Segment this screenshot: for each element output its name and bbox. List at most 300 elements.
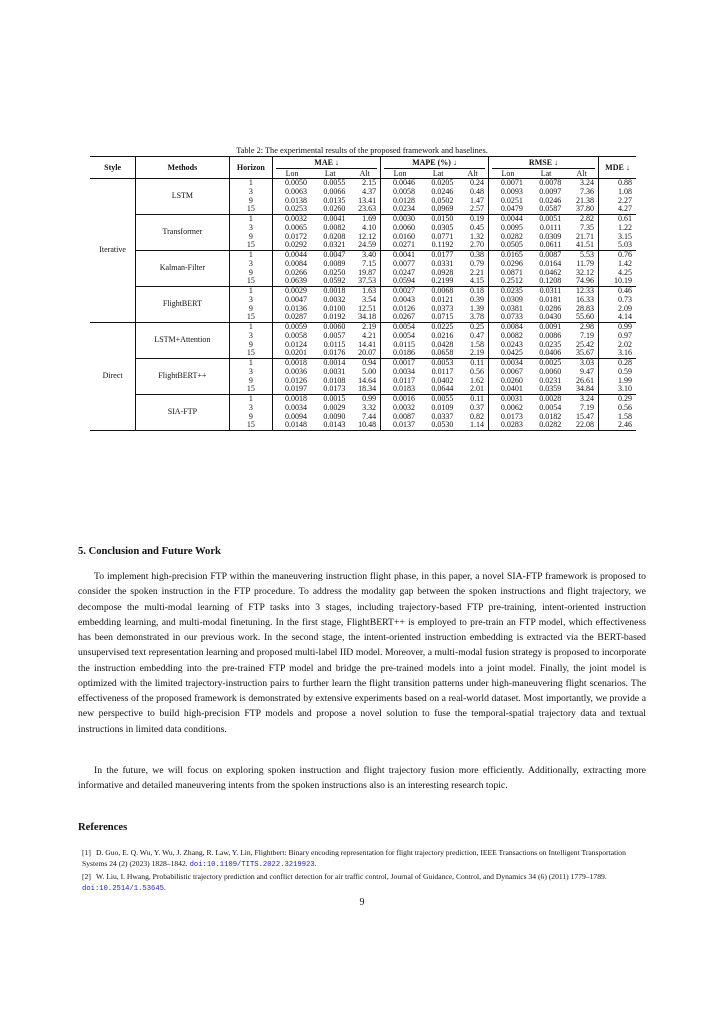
value-cell: 0.0402 [431,375,454,385]
value-cell: 0.0177 [419,251,457,260]
value-cell: 3.78 [469,312,484,322]
value-cell: 0.0014 [311,359,349,368]
value-cell: 0.99 [599,323,637,332]
col-mape-label: MAPE (%) ↓ [384,157,485,169]
value-cell: 0.0173 [323,384,346,394]
sub-lat: Lat [419,169,457,179]
sub-lat: Lat [311,169,349,179]
value-cell: 0.0018 [311,287,349,296]
value-cell: 0.0771 [431,231,454,241]
value-cell: 0.0208 [323,231,346,241]
value-cell: 0.0260 [488,377,526,386]
value-cell: 7.15 [362,258,377,268]
value-cell: 0.0428 [431,339,454,349]
value-cell: 1.58 [469,339,484,349]
sub-lon: Lon [488,169,526,179]
value-cell: 0.0243 [488,341,526,350]
value-cell: 3.03 [565,359,598,368]
value-cell: 0.0047 [311,251,349,260]
value-cell: 1.08 [599,188,637,197]
value-cell: 3.16 [599,349,637,358]
value-cell: 0.0029 [323,402,346,412]
value-cell: 3.40 [349,251,380,260]
value-cell: 3.24 [565,395,598,404]
value-cell: 4.15 [469,276,484,286]
value-cell: 1.69 [349,215,380,224]
value-cell: 0.0115 [381,341,419,350]
horizon-cell: 9 [229,197,273,206]
sub-alt: Alt [349,169,380,179]
value-cell: 2.01 [469,384,484,394]
value-cell: 0.0260 [323,204,346,214]
value-cell: 0.0057 [323,330,346,340]
value-cell: 0.0247 [381,269,419,278]
value-cell: 0.0028 [527,395,565,404]
value-cell: 2.09 [599,305,637,314]
reference-number: [2] [82,872,91,881]
value-cell: 4.10 [362,222,377,232]
horizon-cell: 3 [229,224,273,233]
horizon-cell: 9 [229,341,273,350]
method-cell: FlightBERT++ [136,359,229,395]
value-cell: 0.0047 [273,296,311,305]
horizon-cell: 15 [229,313,273,322]
horizon-cell: 3 [229,260,273,269]
value-cell: 0.59 [599,368,637,377]
method-cell: Transformer [136,215,229,251]
value-cell: 3.32 [362,402,377,412]
value-cell: 3.10 [599,385,637,394]
value-cell: 2.98 [565,323,598,332]
value-cell: 0.0282 [488,233,526,242]
value-cell: 0.0231 [539,375,562,385]
horizon-cell: 15 [229,277,273,286]
value-cell: 0.0117 [381,377,419,386]
value-cell: 24.59 [358,240,377,250]
horizon-cell: 9 [229,413,273,422]
value-cell: 0.0034 [488,359,526,368]
value-cell: 0.0017 [381,359,419,368]
value-cell: 0.0030 [381,215,419,224]
value-cell: 1.14 [457,421,488,430]
value-cell: 0.0181 [539,294,562,304]
value-cell: 28.83 [576,303,594,313]
value-cell: 0.0111 [539,222,562,232]
value-cell: 0.0505 [488,241,526,250]
value-cell: 0.0136 [273,305,311,314]
horizon-cell: 1 [229,359,273,368]
value-cell: 0.0183 [381,385,419,394]
value-cell: 0.0065 [273,224,311,233]
value-cell: 3.54 [362,294,377,304]
value-cell: 0.0067 [488,368,526,377]
value-cell: 2.27 [599,197,637,206]
value-cell: 0.19 [457,215,488,224]
value-cell: 0.0286 [539,303,562,313]
value-cell: 2.57 [469,204,484,214]
value-cell: 34.84 [576,384,594,394]
value-cell: 0.79 [469,258,484,268]
value-cell: 0.0287 [273,313,311,322]
horizon-cell: 3 [229,404,273,413]
value-cell: 0.0128 [381,197,419,206]
value-cell: 11.79 [576,258,594,268]
section-title: 5. Conclusion and Future Work [78,546,221,557]
value-cell: 0.0205 [431,178,454,187]
value-cell: 0.0246 [539,195,562,205]
conclusion-paragraph: To implement high-precision FTP within the maneuvering instruction flight phase, in this paper, a novel SIA-FTP framework is proposed to consider the spoken instruction in the FTP procedure. To address the modality gap between the spoken instructions and flight trajectory, we decompose the multi-modal learning of FTP tasks into 3 stages, including trajectory-based FTP pre-training, intent-oriented instruction embedding learning, and multi-modal finetuning. In the first stage, FlightBERT++ is employed to pre-train an FTP model, which effectiveness has been demonstrated in our previous work. In the second stage, the intent-oriented instruction embedding is extracted via the BERT-based unsupervised text representation learning and proposed multi-label IID model. Moreover, a multi-modal fusion strategy is proposed to incorporate the instruction embedding into the pre-trained FTP model and bridge the pre-trained models into a joint model. Finally, the joint model is optimized with the limited trajectory-instruction pairs to further learn the flight transition patterns under high-maneuvering flight scenarios. The effectiveness of the proposed framework is demonstrated by extensive experiments based on a real-world dataset. Most importantly, we provide a new perspective to build high-precision FTP models and propose a novel solution to fuse the temporal-spatial trajectory data and textual instructions in limited data conditions. [78,571,646,735]
value-cell: 0.0182 [539,411,562,421]
value-cell: 0.28 [599,359,637,368]
col-horizon: Horizon [229,157,273,179]
results-table [90,156,636,431]
value-cell: 0.0331 [431,258,454,268]
value-cell: 34.18 [358,312,377,322]
value-cell: 0.0143 [311,421,349,430]
col-methods: Methods [136,157,229,179]
value-cell: 0.0216 [431,330,454,340]
value-cell: 0.0044 [488,215,526,224]
value-cell: 2.19 [349,323,380,332]
value-cell: 0.0060 [381,224,419,233]
value-cell: 0.0086 [539,330,562,340]
value-cell: 0.0479 [488,205,526,214]
reference-end: . [314,859,317,868]
value-cell: 0.0234 [381,205,419,214]
value-cell: 7.44 [362,411,377,421]
value-cell: 0.0150 [419,215,457,224]
value-cell: 0.47 [469,330,484,340]
value-cell: 0.0138 [273,197,311,206]
value-cell: 0.61 [599,215,637,224]
value-cell: 0.0044 [273,251,311,260]
value-cell: 0.0054 [539,402,562,412]
value-cell: 4.25 [599,269,637,278]
horizon-cell: 1 [229,215,273,224]
value-cell: 0.18 [457,287,488,296]
value-cell: 14.41 [358,339,377,349]
sub-lat: Lat [527,169,565,179]
value-cell: 0.0251 [488,197,526,206]
value-cell: 0.0235 [488,287,526,296]
value-cell: 0.0066 [323,186,346,196]
value-cell: 0.76 [599,251,637,260]
value-cell: 0.0018 [273,395,311,404]
value-cell: 0.0246 [431,186,454,196]
value-cell: 0.0160 [381,233,419,242]
value-cell: 0.0401 [488,385,526,394]
value-cell: 0.0095 [488,224,526,233]
value-cell: 18.34 [358,384,377,394]
value-cell: 0.0296 [488,260,526,269]
value-cell: 0.0051 [527,215,565,224]
value-cell: 0.0381 [488,305,526,314]
value-cell: 0.25 [457,323,488,332]
method-cell: FlightBERT [136,287,229,323]
value-cell: 0.0060 [539,366,562,376]
value-cell: 0.0058 [381,188,419,197]
col-mae [273,157,381,170]
col-mde: MDE ↓ [599,157,637,179]
value-cell: 0.0027 [381,287,419,296]
value-cell: 0.0305 [431,222,454,232]
value-cell: 0.0053 [419,359,457,368]
value-cell: 0.0034 [273,404,311,413]
horizon-cell: 15 [229,205,273,214]
value-cell: 0.0055 [419,395,457,404]
value-cell: 1.47 [469,195,484,205]
col-mae-label: MAE ↓ [276,157,377,169]
horizon-cell: 9 [229,269,273,278]
value-cell: 0.0032 [323,294,346,304]
value-cell: 0.0172 [273,233,311,242]
sub-lon: Lon [381,169,419,179]
value-cell: 0.0029 [273,287,311,296]
value-cell: 0.0871 [488,269,526,278]
value-cell: 12.51 [358,303,377,313]
reference-end: . [163,883,166,892]
reference-text: D. Guo, E. Q. Wu, Y. Wu, J. Zhang, R. Law, Y. Lin, Flightbert: Binary encoding representation for flight trajectory prediction, IEEE Transactions on Intelligent Transportation Systems 24 (2) (2023) 1828–1842. [82,848,626,868]
value-cell: 0.0292 [273,241,311,250]
value-cell: 0.0197 [273,385,311,394]
value-cell: 0.0733 [488,313,526,322]
value-cell: 4.37 [362,186,377,196]
value-cell: 0.0176 [323,348,346,358]
value-cell: 1.62 [469,375,484,385]
value-cell: 2.15 [362,178,377,187]
sub-lon: Lon [273,169,311,179]
value-cell: 0.0016 [381,395,419,404]
value-cell: 2.46 [599,421,637,430]
value-cell: 0.0430 [539,312,562,322]
value-cell: 0.0658 [431,348,454,358]
value-cell: 0.0071 [488,179,526,188]
value-cell: 0.0253 [273,205,311,214]
col-mape [381,157,489,170]
value-cell: 10.48 [349,421,380,430]
value-cell: 0.88 [599,179,637,188]
value-cell: 0.0084 [273,260,311,269]
horizon-cell: 1 [229,251,273,260]
value-cell: 0.0087 [527,251,565,260]
value-cell: 35.67 [576,348,594,358]
value-cell: 5.53 [565,251,598,260]
value-cell: 0.0126 [381,305,419,314]
value-cell: 0.0321 [323,240,346,250]
value-cell: 0.0063 [273,188,311,197]
value-cell: 0.0117 [431,366,454,376]
value-cell: 0.0068 [419,287,457,296]
method-cell: LSTM [136,179,229,215]
value-cell: 0.99 [349,395,380,404]
value-cell: 10.19 [599,277,637,286]
value-cell: 0.0425 [488,349,526,358]
value-cell: 2.02 [599,341,637,350]
value-cell: 15.47 [576,411,594,421]
horizon-cell: 1 [229,323,273,332]
value-cell: 55.60 [576,312,594,322]
value-cell: 0.0109 [431,402,454,412]
value-cell: 1.63 [349,287,380,296]
style-cell: Direct [90,323,136,431]
value-cell: 0.0082 [488,332,526,341]
sub-alt: Alt [565,169,598,179]
value-cell: 0.0373 [431,303,454,313]
value-cell: 74.96 [576,276,594,286]
value-cell: 0.94 [349,359,380,368]
value-cell: 9.47 [580,366,594,376]
value-cell: 0.0644 [431,384,454,394]
sub-alt: Alt [457,169,488,179]
value-cell: 0.0124 [273,341,311,350]
method-cell: LSTM+Attention [136,323,229,359]
page-number: 9 [359,897,365,908]
value-cell: 7.19 [580,402,594,412]
reference-doi-link[interactable]: doi:10.2514/1.53645 [82,885,164,893]
value-cell: 0.0462 [539,267,562,277]
table-caption: Table 2: The experimental results of the proposed framework and baselines. [236,146,488,155]
value-cell: 0.0250 [323,267,346,277]
value-cell: 0.2512 [488,277,526,286]
value-cell: 0.0032 [381,404,419,413]
horizon-cell: 15 [229,349,273,358]
value-cell: 0.0041 [381,251,419,260]
value-cell: 0.0165 [488,251,526,260]
value-cell: 0.0337 [431,411,454,421]
value-cell: 0.0032 [273,215,311,224]
value-cell: 0.0148 [273,421,311,430]
value-cell: 0.0055 [323,178,346,187]
value-cell: 0.0121 [431,294,454,304]
value-cell: 0.56 [599,404,637,413]
value-cell: 0.0530 [419,421,457,430]
value-cell: 0.0025 [527,359,565,368]
horizon-cell: 15 [229,241,273,250]
value-cell: 7.35 [580,222,594,232]
value-cell: 5.00 [362,366,377,376]
value-cell: 3.24 [580,178,594,187]
value-cell: 22.08 [565,421,598,430]
value-cell: 0.0192 [323,312,346,322]
value-cell: 0.73 [599,296,637,305]
value-cell: 0.0062 [488,404,526,413]
horizon-cell: 3 [229,188,273,197]
horizon-cell: 15 [229,421,273,430]
value-cell: 0.39 [469,294,484,304]
horizon-cell: 1 [229,395,273,404]
value-cell: 0.0077 [381,260,419,269]
value-cell: 0.0928 [431,267,454,277]
style-cell: Iterative [99,245,126,255]
value-cell: 0.0639 [273,277,311,286]
value-cell: 0.0108 [323,375,346,385]
value-cell: 0.0031 [323,366,346,376]
value-cell: 0.37 [469,402,484,412]
value-cell: 0.0282 [527,421,565,430]
value-cell: 0.0015 [311,395,349,404]
value-cell: 0.0054 [381,323,419,332]
value-cell: 0.0173 [488,413,526,422]
value-cell: 0.0186 [381,349,419,358]
value-cell: 0.0969 [431,204,454,214]
value-cell: 0.0266 [273,269,311,278]
value-cell: 5.03 [599,241,637,250]
value-cell: 0.48 [469,186,484,196]
value-cell: 1.39 [469,303,484,313]
horizon-cell: 1 [229,179,273,188]
value-cell: 0.56 [469,366,484,376]
value-cell: 0.0164 [539,258,562,268]
value-cell: 1.99 [599,377,637,386]
value-cell: 0.0271 [381,241,419,250]
reference-item [82,847,646,871]
value-cell: 0.0060 [311,323,349,332]
value-cell: 0.0087 [381,413,419,422]
value-cell: 0.0054 [381,332,419,341]
value-cell: 0.0309 [488,296,526,305]
value-cell: 0.0235 [539,339,562,349]
value-cell: 0.45 [469,222,484,232]
horizon-cell: 9 [229,305,273,314]
value-cell: 2.21 [469,267,484,277]
value-cell: 1.32 [469,231,484,241]
reference-doi-link[interactable]: doi:10.1109/TITS.2022.3219923 [189,861,315,869]
value-cell: 21.71 [576,231,594,241]
reference-number: [1] [82,848,91,857]
value-cell: 0.24 [469,178,484,187]
value-cell: 0.0093 [488,188,526,197]
value-cell: 0.82 [469,411,484,421]
reference-item [82,871,646,895]
value-cell: 7.36 [580,186,594,196]
value-cell: 0.38 [457,251,488,260]
value-cell: 0.46 [599,287,637,296]
references-title: References [78,822,128,833]
horizon-cell: 1 [229,287,273,296]
horizon-cell: 15 [229,385,273,394]
value-cell: 7.19 [580,330,594,340]
value-cell: 0.0036 [273,368,311,377]
value-cell: 2.70 [469,240,484,250]
value-cell: 4.14 [599,313,637,322]
col-rmse-label: RMSE ↓ [492,157,595,169]
value-cell: 0.1208 [539,276,562,286]
value-cell: 12.12 [358,231,377,241]
value-cell: 20.07 [358,348,377,358]
value-cell: 0.0034 [381,368,419,377]
value-cell: 0.0715 [431,312,454,322]
value-cell: 0.0100 [323,303,346,313]
value-cell: 0.0091 [527,323,565,332]
value-cell: 3.15 [599,233,637,242]
value-cell: 0.0611 [539,240,562,250]
value-cell: 0.0587 [539,204,562,214]
value-cell: 2.19 [469,348,484,358]
value-cell: 0.0592 [323,276,346,286]
value-cell: 0.0225 [419,323,457,332]
value-cell: 0.0084 [488,323,526,332]
value-cell: 0.0090 [323,411,346,421]
value-cell: 25.42 [576,339,594,349]
value-cell: 41.51 [576,240,594,250]
value-cell: 37.80 [576,204,594,214]
value-cell: 0.1192 [431,240,454,250]
horizon-cell: 3 [229,368,273,377]
horizon-cell: 9 [229,233,273,242]
value-cell: 12.33 [565,287,598,296]
value-cell: 21.38 [576,195,594,205]
horizon-cell: 9 [229,377,273,386]
